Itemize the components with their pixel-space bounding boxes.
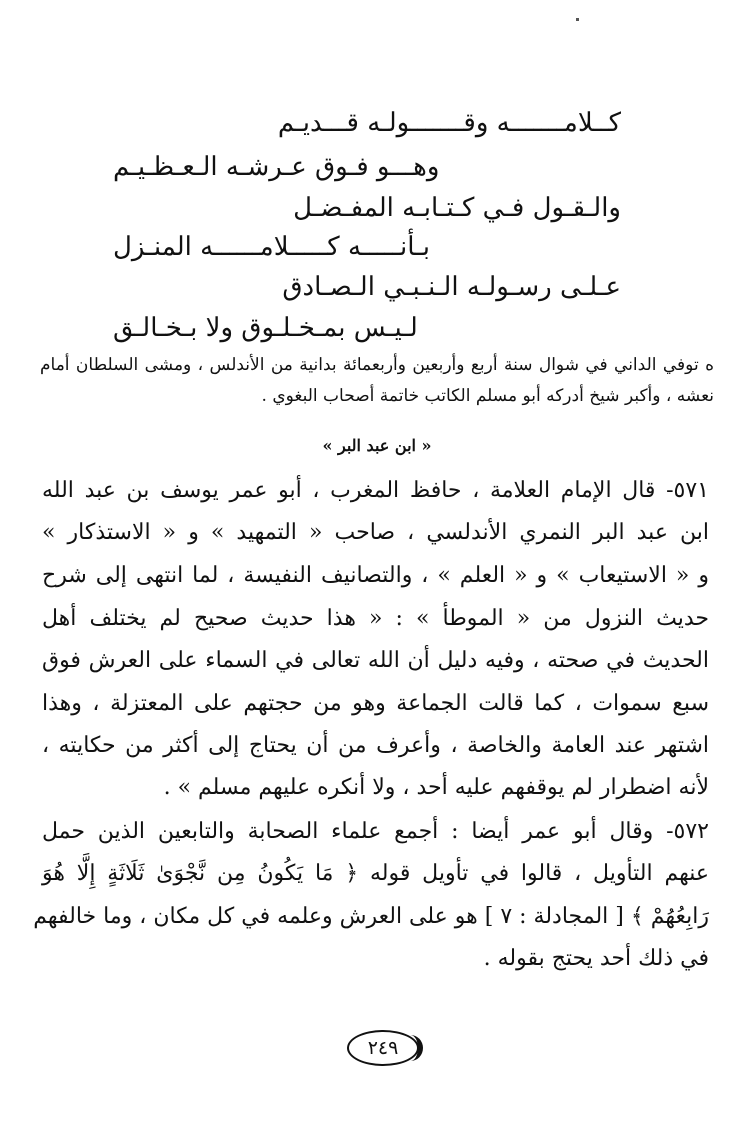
page-number: ٢٤٩ bbox=[347, 1030, 419, 1066]
body-line-6: سبع سموات ، كما قالت الجماعة وهو من حجتهم على المعتزلة ، وهذا bbox=[42, 691, 709, 716]
footnote-text: توفي الداني في شوال سنة أربع وأربعين وأربعمائة بدانية من الأندلس ، ومشى السلطان أمام نعشه ، وأكبر شيخ أدركه أبو مسلم الكاتب خاتمة أصحاب البغوي . bbox=[40, 355, 714, 406]
footnote-marker: ە bbox=[705, 355, 714, 375]
body-line-8: لأنه اضطرار لم يوقفهم عليه أحد ، ولا أنكره عليهم مسلم » . bbox=[163, 775, 709, 800]
body-line-1: ٥٧١- قال الإمام العلامة ، حافظ المغرب ، أبو عمر يوسف بن عبد الله bbox=[42, 478, 709, 503]
poem-line-1: كــلامـــــــه وقـــــــولـه قـــديـم bbox=[277, 108, 621, 138]
speck-mark bbox=[576, 18, 579, 21]
poem-line-3: والـقـول فـي كـتـابـه المفـضـل bbox=[293, 193, 621, 223]
body-line-11: رَابِعُهُمْ ﴾ [ المجادلة : ٧ ] هو على العرش وعلمه في كل مكان ، وما خالفهم bbox=[33, 904, 709, 929]
body-line-7: اشتهر عند العامة والخاصة ، وأعرف من أن يحتاج إلى أكثر من حكايته ، bbox=[42, 733, 709, 758]
poem-line-6: لـيـس بمـخـلـوق ولا بـخـالـق bbox=[113, 313, 418, 343]
poem-line-4: بـأنـــــه كـــــلامــــــه المنـزل bbox=[113, 232, 430, 262]
body-line-4: حديث النزول من « الموطأ » : « هذا حديث صحيح لم يختلف أهل bbox=[42, 606, 709, 631]
body-line-5: الحديث في صحته ، وفيه دليل أن الله تعالى في السماء على العرش فوق bbox=[42, 648, 709, 673]
body-line-2: ابن عبد البر النمري الأندلسي ، صاحب « التمهيد » و « الاستذكار » bbox=[42, 520, 709, 545]
section-heading: « ابن عبد البر » bbox=[322, 436, 432, 455]
poem-line-2: وهـــو فـوق عـرشـه الـعـظـيـم bbox=[113, 152, 440, 182]
footnote bbox=[40, 350, 714, 412]
body-line-12: في ذلك أحد يحتج بقوله . bbox=[483, 946, 709, 971]
body-line-10: عنهم التأويل ، قالوا في تأويل قوله ﴿ مَا يَكُونُ مِن نَّجْوَىٰ ثَلَاثَةٍ إِلَّا هُوَ bbox=[42, 861, 709, 886]
body-line-3: و « الاستيعاب » و « العلم » ، والتصانيف النفيسة ، لما انتهى إلى شرح bbox=[42, 563, 709, 588]
body-line-9: ٥٧٢- وقال أبو عمر أيضا : أجمع علماء الصحابة والتابعين الذين حمل bbox=[42, 819, 709, 844]
poem-line-5: عـلـى رسـولـه الـنـبـي الـصـادق bbox=[282, 272, 621, 302]
